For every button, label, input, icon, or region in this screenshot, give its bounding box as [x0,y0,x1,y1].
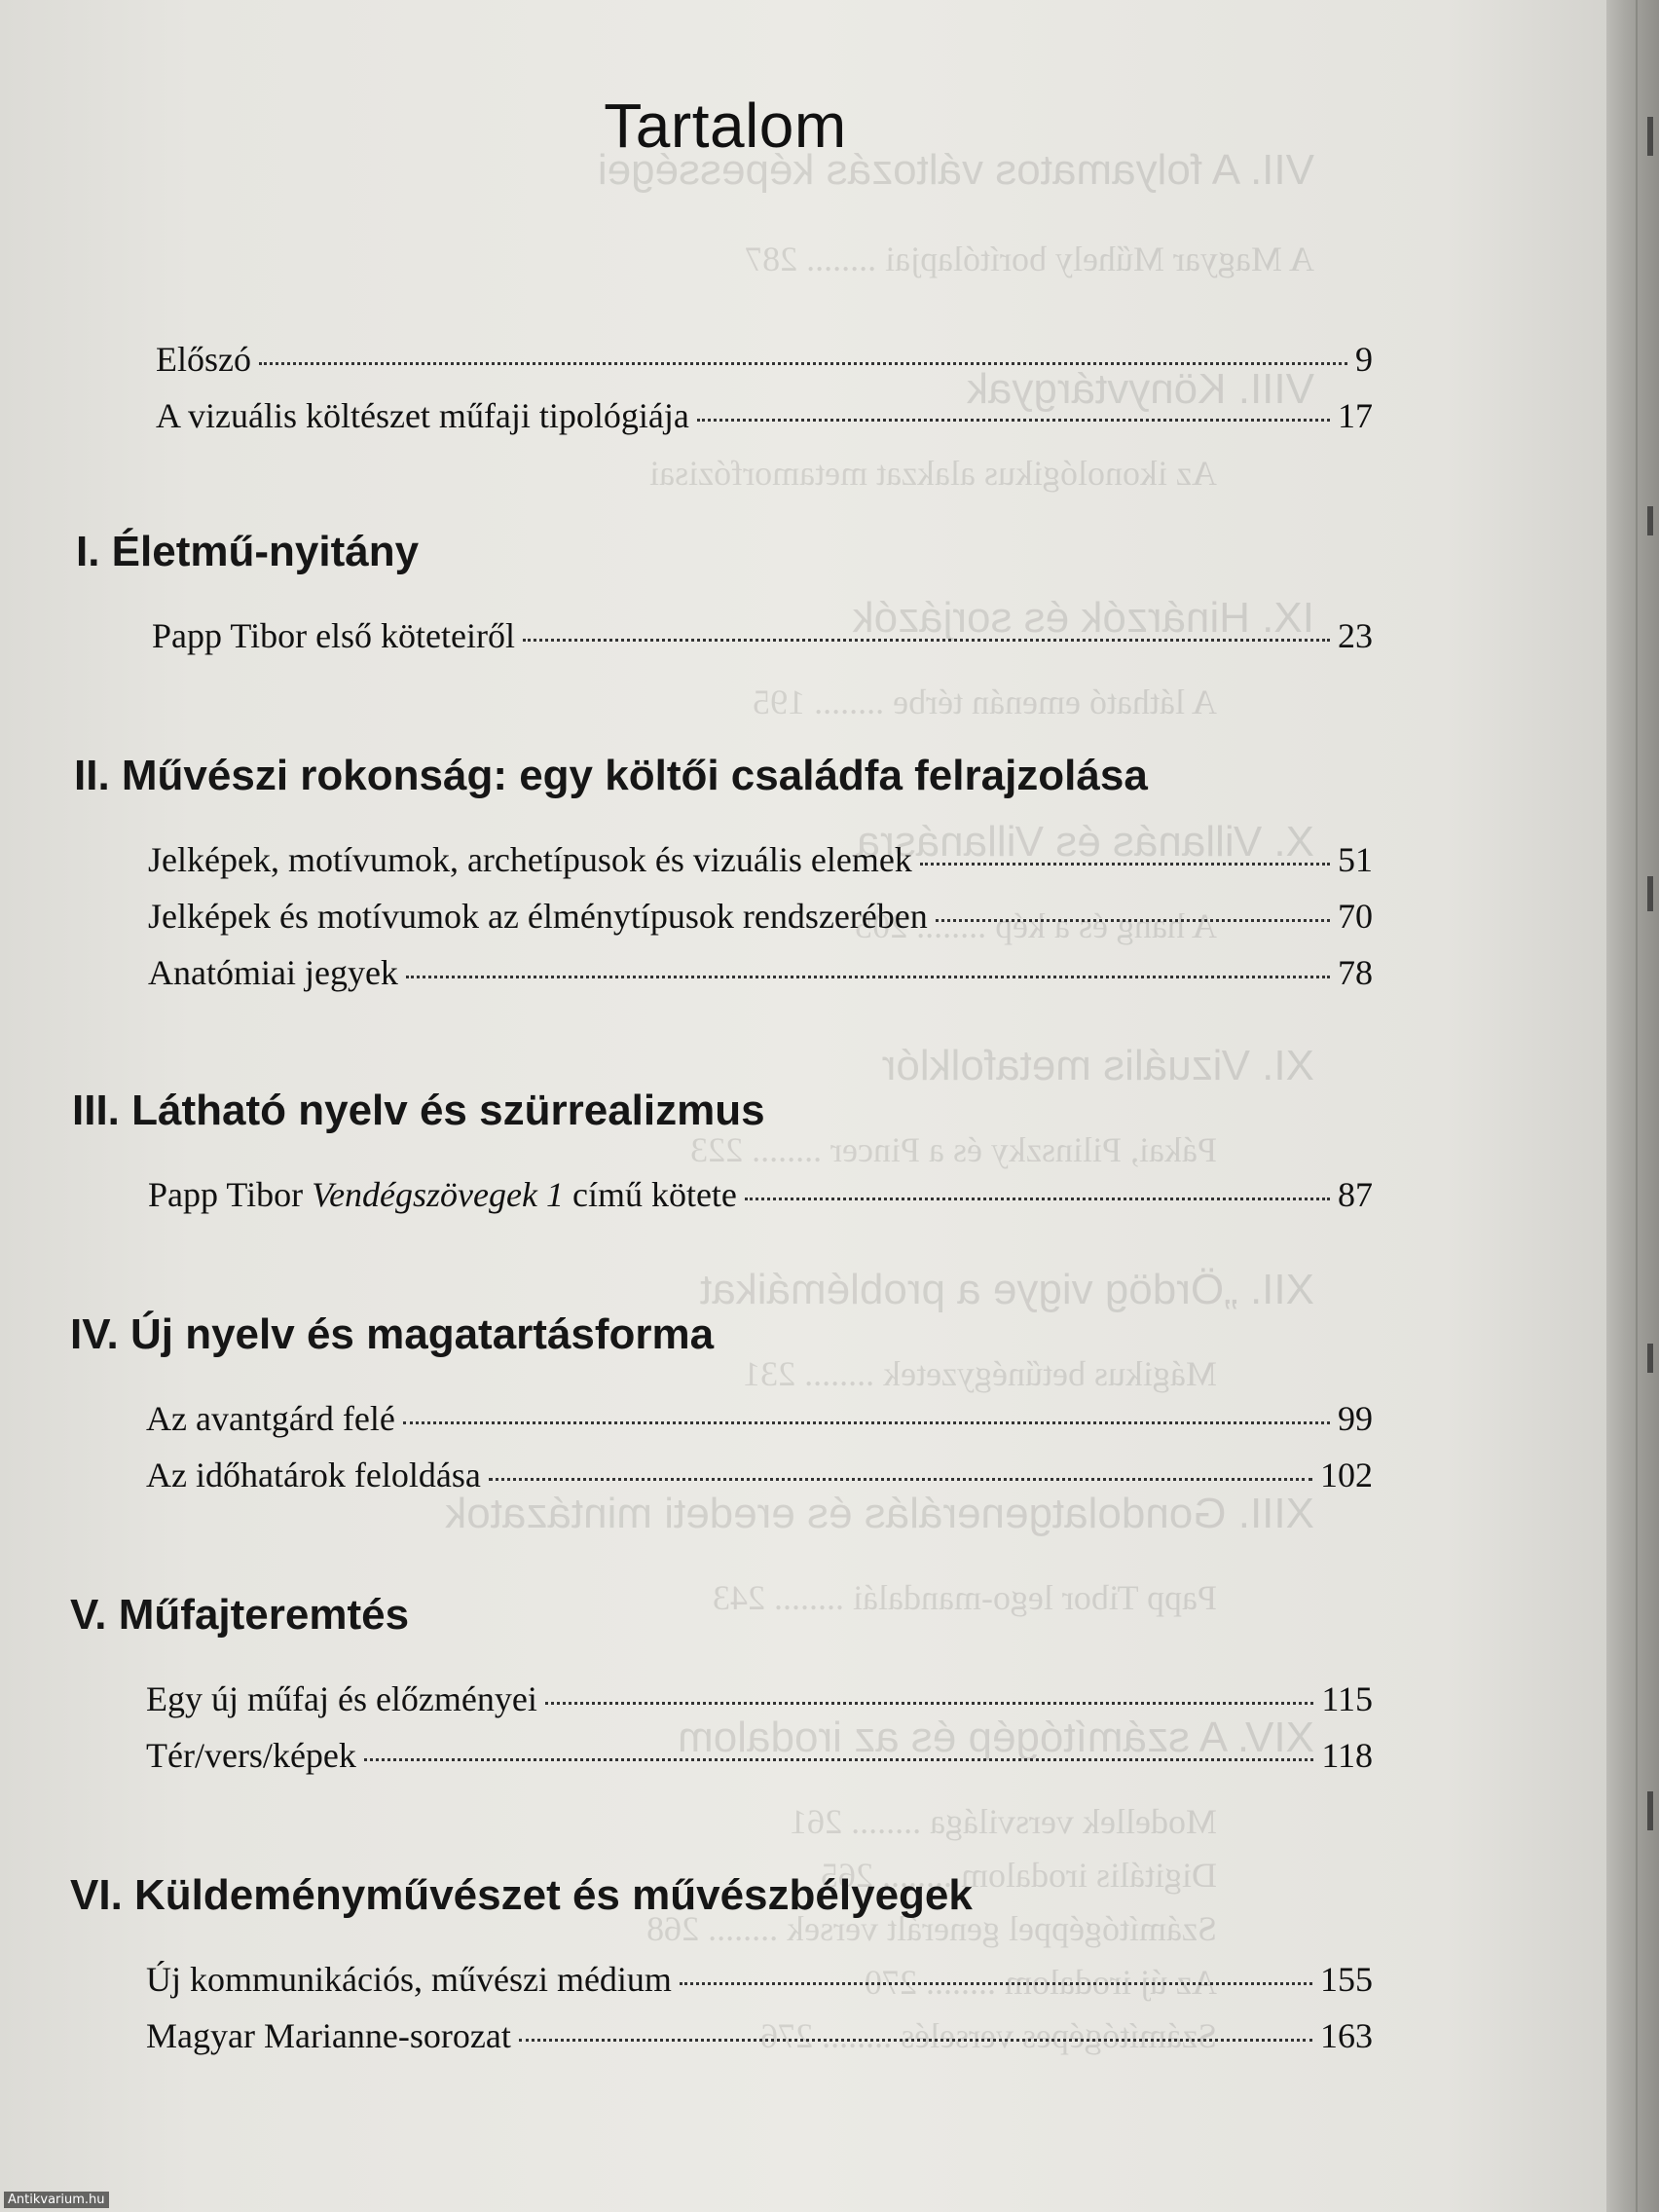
toc-entry-page: 70 [1338,897,1373,936]
toc-entry [148,896,1373,937]
edge-mark [1647,876,1653,911]
toc-entry-label: Jelképek és motívumok az élménytípusok rendszerében [148,897,928,936]
show-through-text: VII. A folyamatos változás képességei A Magyar Műhely borítólapjai ........ 287 VIII. Könyvtárgyak Az ikonológikus alakzat metamorfózisai IX. Hinárzók és sorjázók A látható emenán térbe ........ 195 X. Villanás és Villanásra A hang és a kép ........ 205 XI. Vizuális metafolklór Pákai, Pilinszky és a Pincer ........ 223 XII. „Ördög vigye a problémáikat Mágikus betűnégyzetek ........ 231 XIII. Gondolatgenerálás és eredeti mintázatok Papp Tibor lego-mandalái ........ 243 XIV. A számítógép és az irodalom Modellek versvilága ........ 261 Digitális irodalom ........ 265 Számítógéppel generált versek ........ 268 Az új irodalom ........ 270 Számítógépes verselés ........ 276 [445,146,1314,2055]
toc-entry-page: 163 [1320,2016,1373,2055]
section-heading-1: I. Életmű-nyitány [76,528,420,575]
toc-entry-label: Tér/vers/képek [146,1736,356,1775]
dot-leader [697,419,1330,422]
dot-leader [406,976,1330,978]
toc-entry-label: Jelképek, motívumok, archetípusok és vizuális elemek [148,840,912,879]
toc-entry-preface [156,339,1373,380]
section-heading-3: III. Látható nyelv és szürrealizmus [72,1087,765,1134]
toc-entry [148,952,1373,993]
toc-entry-page: 87 [1338,1175,1373,1214]
toc-entry-page: 115 [1321,1679,1373,1718]
dot-leader [680,1982,1312,1985]
toc-entry-label: Az avantgárd felé [146,1399,395,1438]
toc-entry-label: Előszó [156,340,251,379]
dot-leader [745,1198,1330,1200]
dot-leader [936,919,1330,922]
toc-entry-label: Anatómiai jegyek [148,953,398,992]
edge-mark [1647,506,1653,535]
toc-entry [152,615,1373,656]
edge-mark [1647,117,1653,156]
toc-entry-page: 51 [1338,840,1373,879]
watermark: Antikvarium.hu [4,2192,109,2208]
section-heading-2: II. Művészi rokonság: egy költői családfa felrajzolása [74,752,1148,799]
toc-entry-page: 23 [1338,616,1373,655]
page-title: Tartalom [604,91,847,161]
toc-entry-label-prefix: Papp Tibor [148,1175,313,1214]
dot-leader [403,1421,1330,1424]
toc-entry-label-suffix: című kötete [563,1175,737,1214]
toc-entry-label: Papp Tibor első köteteiről [152,616,516,655]
toc-entry-page: 155 [1320,1960,1373,1999]
toc-entry-label: A vizuális költészet műfaji tipológiája [156,396,689,435]
toc-entry-page: 17 [1338,396,1373,435]
toc-entry [146,1959,1373,2000]
section-heading-6: VI. Küldeményművészet és művészbélyegek [70,1871,973,1919]
toc-entry-page: 102 [1320,1456,1373,1494]
dot-leader [364,1758,1313,1761]
toc-entry-page: 78 [1338,953,1373,992]
section-heading-4: IV. Új nyelv és magatartásforma [70,1310,715,1358]
section-heading-5: V. Műfajteremtés [70,1591,410,1639]
edge-mark [1647,1344,1653,1373]
toc-entry-label: Új kommunikációs, művészi médium [146,1960,672,1999]
toc-entry-page: 118 [1321,1736,1373,1775]
toc-entry [146,1455,1373,1495]
toc-entry [146,1735,1373,1776]
toc-entry [148,839,1373,880]
toc-entry [146,2015,1373,2056]
toc-entry-label: Egy új műfaj és előzményei [146,1679,537,1718]
toc-entry-label-title: Vendégszövegek 1 [312,1175,564,1214]
toc-entry-label: Magyar Marianne-sorozat [146,2016,511,2055]
toc-entry-label: Az időhatárok feloldása [146,1456,481,1494]
book-edge [1606,0,1659,2212]
dot-leader [545,1702,1313,1705]
toc-entry [146,1678,1373,1719]
edge-mark [1647,1791,1653,1830]
dot-leader [489,1478,1312,1481]
toc-entry-typology [156,395,1373,436]
dot-leader [920,863,1330,866]
toc-entry [146,1398,1373,1439]
toc-entry-label [148,1174,737,1215]
toc-entry [148,1174,1373,1215]
toc-entry-page: 9 [1355,340,1373,379]
dot-leader [259,362,1347,365]
dot-leader [519,2039,1312,2042]
toc-entry-page: 99 [1338,1399,1373,1438]
dot-leader [523,639,1330,642]
book-edge-line [1636,0,1638,2212]
